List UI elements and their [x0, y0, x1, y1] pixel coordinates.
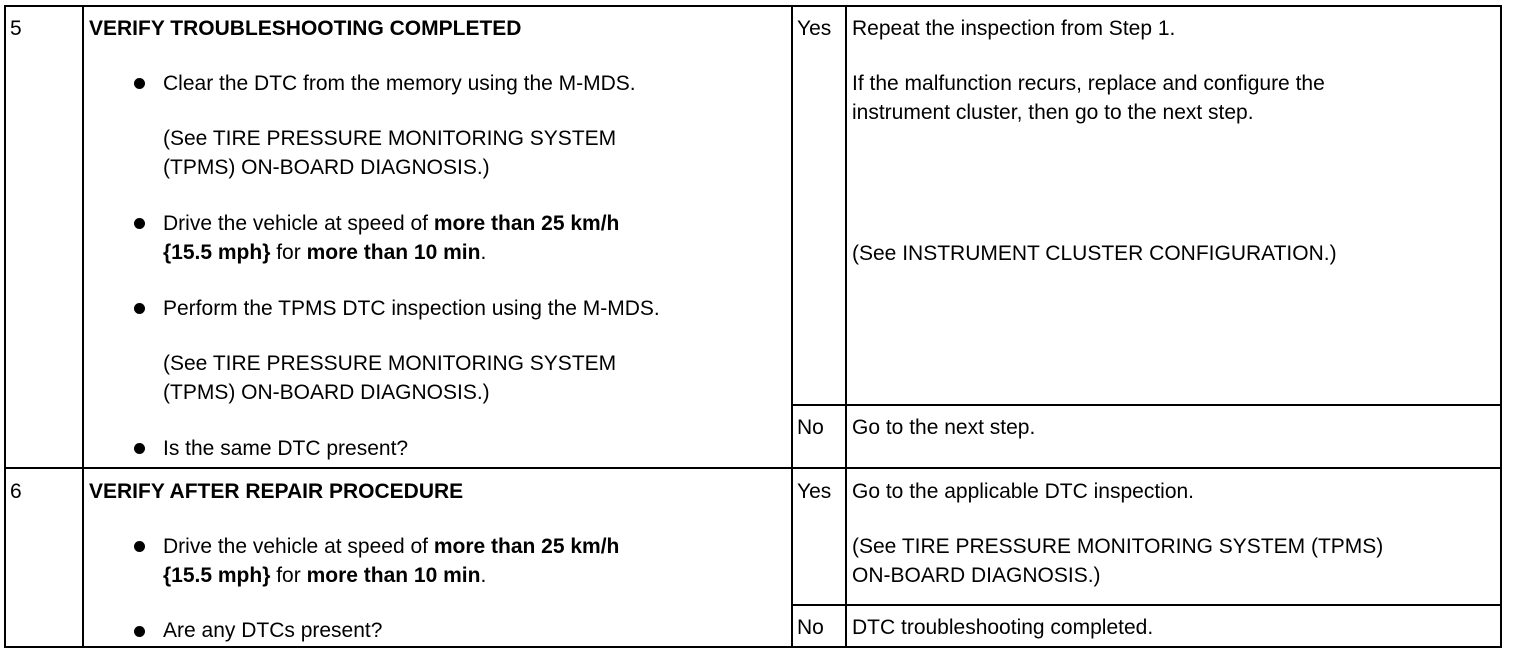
yes-no-divider — [791, 404, 1501, 406]
no-result: DTC troubleshooting completed. — [852, 616, 1154, 639]
yes-no-divider — [791, 604, 1501, 606]
step-title: VERIFY TROUBLESHOOTING COMPLETED — [89, 17, 522, 40]
bullet-icon — [134, 303, 145, 314]
action-text: Perform the TPMS DTC inspection using the M-MDS. — [163, 297, 660, 320]
action-text: {15.5 mph} for more than 10 min. — [163, 241, 487, 264]
reference-text: (See TIRE PRESSURE MONITORING SYSTEM — [163, 127, 617, 150]
step-number: 5 — [10, 17, 22, 40]
action-text: Drive the vehicle at speed of more than 25 km/h — [163, 535, 620, 558]
bullet-icon — [134, 626, 145, 637]
bullet-icon — [134, 541, 145, 552]
bullet-icon — [134, 443, 145, 454]
step-title: VERIFY AFTER REPAIR PROCEDURE — [89, 480, 464, 503]
yes-result: instrument cluster, then go to the next step. — [852, 101, 1254, 124]
bullet-icon — [134, 78, 145, 89]
column-divider — [791, 6, 793, 647]
no-label: No — [797, 416, 824, 439]
reference-text: (TPMS) ON-BOARD DIAGNOSIS.) — [163, 381, 490, 404]
yes-label: Yes — [797, 17, 832, 40]
reference-text: (See TIRE PRESSURE MONITORING SYSTEM — [163, 352, 617, 375]
action-text: {15.5 mph} for more than 10 min. — [163, 564, 487, 587]
yes-result: (See INSTRUMENT CLUSTER CONFIGURATION.) — [852, 242, 1337, 265]
yes-result: Repeat the inspection from Step 1. — [852, 17, 1176, 40]
action-text: Drive the vehicle at speed of more than 25 km/h — [163, 212, 620, 235]
reference-text: (TPMS) ON-BOARD DIAGNOSIS.) — [163, 156, 490, 179]
yes-result: ON-BOARD DIAGNOSIS.) — [852, 564, 1101, 587]
yes-label: Yes — [797, 480, 832, 503]
question-text: Is the same DTC present? — [163, 437, 409, 460]
yes-result: (See TIRE PRESSURE MONITORING SYSTEM (TPMS) — [852, 535, 1384, 558]
action-text: Clear the DTC from the memory using the M-MDS. — [163, 72, 636, 95]
step-number: 6 — [10, 480, 22, 503]
no-label: No — [797, 616, 824, 639]
column-divider — [82, 6, 84, 647]
yes-result: Go to the applicable DTC inspection. — [852, 480, 1195, 503]
bullet-icon — [134, 218, 145, 229]
row-divider — [5, 467, 1501, 469]
no-result: Go to the next step. — [852, 416, 1036, 439]
column-divider — [845, 6, 847, 647]
yes-result: If the malfunction recurs, replace and configure the — [852, 72, 1325, 95]
question-text: Are any DTCs present? — [163, 619, 383, 642]
